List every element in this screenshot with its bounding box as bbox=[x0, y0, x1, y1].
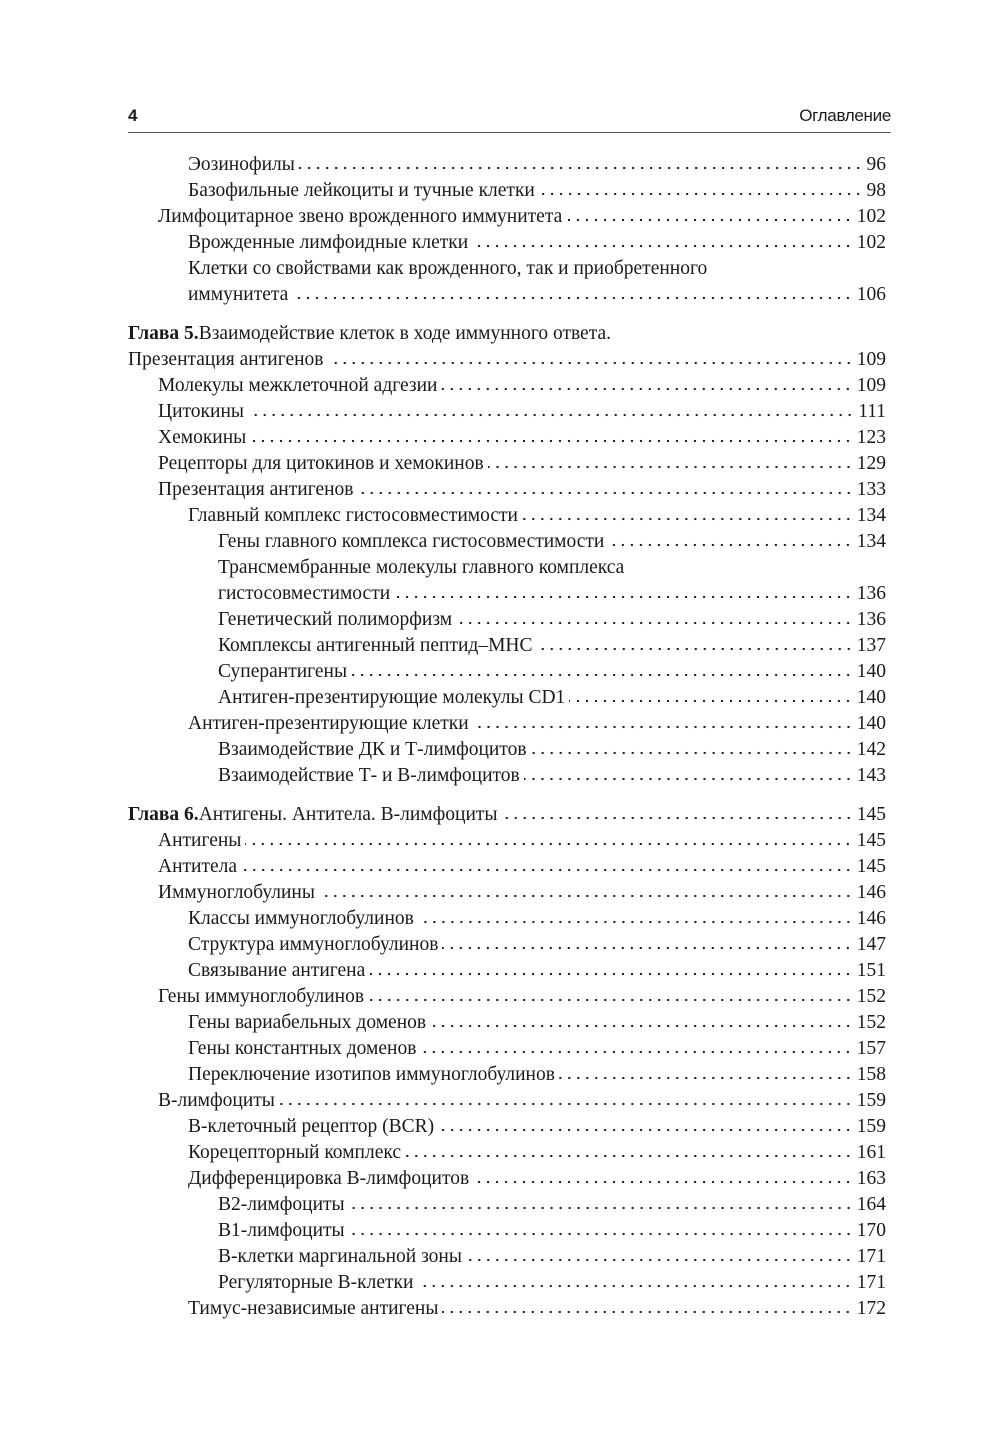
page-ref: 136 bbox=[856, 609, 886, 630]
page-ref: 145 bbox=[856, 804, 886, 825]
page-ref: 133 bbox=[856, 479, 886, 500]
page-ref: 109 bbox=[856, 349, 886, 370]
toc-entry bbox=[128, 477, 886, 503]
toc-entry bbox=[128, 399, 886, 425]
toc-entry bbox=[128, 906, 886, 932]
dot-leader bbox=[245, 842, 852, 846]
chapter-label: Глава 6. bbox=[128, 804, 199, 825]
toc-entry bbox=[128, 555, 886, 581]
dot-leader bbox=[488, 465, 853, 469]
page-ref: 158 bbox=[856, 1064, 886, 1085]
dot-leader bbox=[569, 699, 852, 703]
toc-entry bbox=[128, 503, 886, 529]
entry-title: Регуляторные В-клетки bbox=[218, 1272, 414, 1293]
page-ref: 142 bbox=[856, 739, 886, 760]
dot-leader bbox=[351, 673, 853, 677]
entry-title: В1-лимфоциты bbox=[218, 1220, 345, 1241]
toc-entry bbox=[128, 1192, 886, 1218]
dot-leader bbox=[349, 1232, 853, 1236]
toc-entry-continuation bbox=[128, 282, 886, 308]
entry-title: Клетки со свойствами как врожденного, так и приобретенного bbox=[188, 258, 708, 279]
page-ref: 159 bbox=[856, 1116, 886, 1137]
toc-entry bbox=[128, 633, 886, 659]
toc-entry bbox=[128, 1140, 886, 1166]
page-ref: 111 bbox=[858, 401, 886, 422]
page-number: 4 bbox=[128, 106, 138, 125]
page-ref: 171 bbox=[856, 1246, 886, 1267]
entry-title: Комплексы антигенный пептид–MHC bbox=[218, 635, 533, 656]
entry-title: Корецепторный комплекс bbox=[188, 1142, 401, 1163]
toc-entry bbox=[128, 152, 886, 178]
entry-title: Антиген-презентирующие молекулы CD1 bbox=[218, 687, 566, 708]
entry-title: Рецепторы для цитокинов и хемокинов bbox=[158, 453, 484, 474]
dot-leader bbox=[472, 244, 853, 248]
toc-entry bbox=[128, 958, 886, 984]
chapter-label: Глава 5. bbox=[128, 323, 199, 344]
page-ref: 147 bbox=[856, 934, 886, 955]
toc-entry bbox=[128, 737, 886, 763]
toc-entry bbox=[128, 932, 886, 958]
dot-leader bbox=[466, 1258, 853, 1262]
dot-leader bbox=[292, 296, 852, 300]
entry-title: Цитокины bbox=[158, 401, 244, 422]
dot-leader bbox=[328, 361, 853, 365]
entry-title: Суперантигены bbox=[218, 661, 348, 682]
dot-leader bbox=[368, 998, 853, 1002]
toc-entry bbox=[128, 204, 886, 230]
entry-title: Структура иммуноглобулинов bbox=[188, 934, 439, 955]
toc-entry-continuation bbox=[128, 347, 886, 373]
entry-title: Связывание антигена bbox=[188, 960, 366, 981]
page-ref: 170 bbox=[856, 1220, 886, 1241]
page-ref: 172 bbox=[856, 1298, 886, 1319]
dot-leader bbox=[394, 595, 853, 599]
dot-leader bbox=[608, 543, 852, 547]
page-ref: 98 bbox=[866, 180, 886, 201]
toc-entry bbox=[128, 880, 886, 906]
dot-leader bbox=[566, 218, 853, 222]
page-ref: 152 bbox=[856, 1012, 886, 1033]
toc-entry bbox=[128, 1036, 886, 1062]
entry-title: Генетический полиморфизм bbox=[218, 609, 453, 630]
entry-title: Молекулы межклеточной адгезии bbox=[158, 375, 438, 396]
page-ref: 102 bbox=[856, 206, 886, 227]
page-ref: 171 bbox=[856, 1272, 886, 1293]
entry-title: Главный комплекс гистосовместимости bbox=[188, 505, 518, 526]
dot-leader bbox=[430, 1024, 853, 1028]
entry-title: Хемокины bbox=[158, 427, 247, 448]
toc-entry bbox=[128, 1244, 886, 1270]
entry-title: Гены вариабельных доменов bbox=[188, 1012, 427, 1033]
toc-entry bbox=[128, 1166, 886, 1192]
toc-entry bbox=[128, 425, 886, 451]
table-of-contents bbox=[128, 152, 886, 1322]
page-ref: 134 bbox=[856, 531, 886, 552]
dot-leader bbox=[473, 725, 853, 729]
entry-title: Антитела bbox=[158, 856, 238, 877]
page-ref: 140 bbox=[856, 713, 886, 734]
toc-entry bbox=[128, 451, 886, 477]
page-ref: 129 bbox=[856, 453, 886, 474]
page-ref: 134 bbox=[856, 505, 886, 526]
dot-leader bbox=[441, 387, 852, 391]
toc-entry-continuation bbox=[128, 581, 886, 607]
dot-leader bbox=[349, 1206, 853, 1210]
entry-title: Классы иммуноглобулинов bbox=[188, 908, 414, 929]
dot-leader bbox=[524, 777, 853, 781]
dot-leader bbox=[418, 920, 853, 924]
toc-entry bbox=[128, 984, 886, 1010]
toc-entry bbox=[128, 1114, 886, 1140]
entry-title: Взаимодействие клеток в ходе иммунного ответа. bbox=[198, 323, 612, 344]
dot-leader bbox=[442, 946, 852, 950]
entry-title: В-лимфоциты bbox=[158, 1090, 275, 1111]
entry-title: Тимус-независимые антигены bbox=[188, 1298, 439, 1319]
toc-entry bbox=[128, 529, 886, 555]
page-ref: 140 bbox=[856, 687, 886, 708]
toc-entry bbox=[128, 321, 886, 347]
page-ref: 145 bbox=[856, 856, 886, 877]
page-ref: 152 bbox=[856, 986, 886, 1007]
dot-leader bbox=[358, 491, 853, 495]
entry-title: Лимфоцитарное звено врожденного иммунитета bbox=[158, 206, 563, 227]
toc-entry bbox=[128, 1062, 886, 1088]
page-ref: 164 bbox=[856, 1194, 886, 1215]
toc-entry bbox=[128, 802, 886, 828]
dot-leader bbox=[420, 1050, 852, 1054]
page-ref: 136 bbox=[856, 583, 886, 604]
page-ref: 163 bbox=[856, 1168, 886, 1189]
entry-title: Гены главного комплекса гистосовместимости bbox=[218, 531, 605, 552]
toc-entry bbox=[128, 256, 886, 282]
page-ref: 123 bbox=[856, 427, 886, 448]
page-ref: 143 bbox=[856, 765, 886, 786]
toc-entry bbox=[128, 763, 886, 789]
dot-leader bbox=[417, 1284, 852, 1288]
entry-title: Презентация антигенов bbox=[158, 479, 354, 500]
entry-title-continuation: иммунитета bbox=[188, 284, 289, 305]
dot-leader bbox=[502, 816, 853, 820]
running-header bbox=[128, 104, 891, 133]
entry-title: Переключение изотипов иммуноглобулинов bbox=[188, 1064, 555, 1085]
toc-entry bbox=[128, 230, 886, 256]
toc-entry bbox=[128, 659, 886, 685]
entry-title: Дифференцировка В-лимфоцитов bbox=[188, 1168, 470, 1189]
entry-title: В2-лимфоциты bbox=[218, 1194, 345, 1215]
dot-leader bbox=[537, 647, 853, 651]
page-ref: 106 bbox=[856, 284, 886, 305]
dot-leader bbox=[442, 1310, 852, 1314]
entry-title-continuation: Презентация антигенов bbox=[128, 349, 324, 370]
page-ref: 161 bbox=[856, 1142, 886, 1163]
toc-entry bbox=[128, 1270, 886, 1296]
page-ref: 96 bbox=[866, 154, 886, 175]
page-ref: 137 bbox=[856, 635, 886, 656]
toc-entry bbox=[128, 373, 886, 399]
page-ref: 146 bbox=[856, 908, 886, 929]
entry-title: В-клеточный рецептор (BCR) bbox=[188, 1116, 435, 1137]
toc-entry bbox=[128, 711, 886, 737]
entry-title: Гены константных доменов bbox=[188, 1038, 417, 1059]
page-ref: 109 bbox=[856, 375, 886, 396]
toc-entry bbox=[128, 854, 886, 880]
entry-title: Антиген-презентирующие клетки bbox=[188, 713, 469, 734]
entry-title: Антигены. Антитела. В-лимфоциты bbox=[198, 804, 498, 825]
dot-leader bbox=[559, 1076, 853, 1080]
toc-entry bbox=[128, 1088, 886, 1114]
dot-leader bbox=[369, 972, 852, 976]
dot-leader bbox=[539, 192, 863, 196]
entry-title: Гены иммуноглобулинов bbox=[158, 986, 365, 1007]
dot-leader bbox=[456, 621, 853, 625]
dot-leader bbox=[248, 413, 854, 417]
page-ref: 140 bbox=[856, 661, 886, 682]
dot-leader bbox=[522, 517, 853, 521]
entry-title: Трансмембранные молекулы главного комплекса bbox=[218, 557, 625, 578]
page-ref: 151 bbox=[856, 960, 886, 981]
dot-leader bbox=[279, 1102, 853, 1106]
toc-entry bbox=[128, 828, 886, 854]
toc-entry bbox=[128, 1296, 886, 1322]
dot-leader bbox=[299, 166, 863, 170]
entry-title: В-клетки маргинальной зоны bbox=[218, 1246, 462, 1267]
toc-entry bbox=[128, 1010, 886, 1036]
page-ref: 145 bbox=[856, 830, 886, 851]
toc-entry bbox=[128, 178, 886, 204]
page-ref: 157 bbox=[856, 1038, 886, 1059]
page-ref: 159 bbox=[856, 1090, 886, 1111]
dot-leader bbox=[319, 894, 853, 898]
entry-title: Антигены bbox=[158, 830, 242, 851]
page-ref: 102 bbox=[856, 232, 886, 253]
entry-title: Взаимодействие Т- и В-лимфоцитов bbox=[218, 765, 520, 786]
entry-title: Эозинофилы bbox=[188, 154, 295, 175]
toc-entry bbox=[128, 607, 886, 633]
dot-leader bbox=[241, 868, 853, 872]
running-title: Оглавление bbox=[799, 106, 891, 125]
entry-title: Иммуноглобулины bbox=[158, 882, 315, 903]
toc-entry bbox=[128, 1218, 886, 1244]
entry-title-continuation: гистосовместимости bbox=[218, 583, 391, 604]
dot-leader bbox=[473, 1180, 853, 1184]
entry-title: Врожденные лимфоидные клетки bbox=[188, 232, 469, 253]
dot-leader bbox=[531, 751, 853, 755]
dot-leader bbox=[438, 1128, 853, 1132]
dot-leader bbox=[250, 439, 852, 443]
page-ref: 146 bbox=[856, 882, 886, 903]
toc-entry bbox=[128, 685, 886, 711]
entry-title: Базофильные лейкоциты и тучные клетки bbox=[188, 180, 535, 201]
entry-title: Взаимодействие ДК и Т-лимфоцитов bbox=[218, 739, 527, 760]
dot-leader bbox=[405, 1154, 853, 1158]
